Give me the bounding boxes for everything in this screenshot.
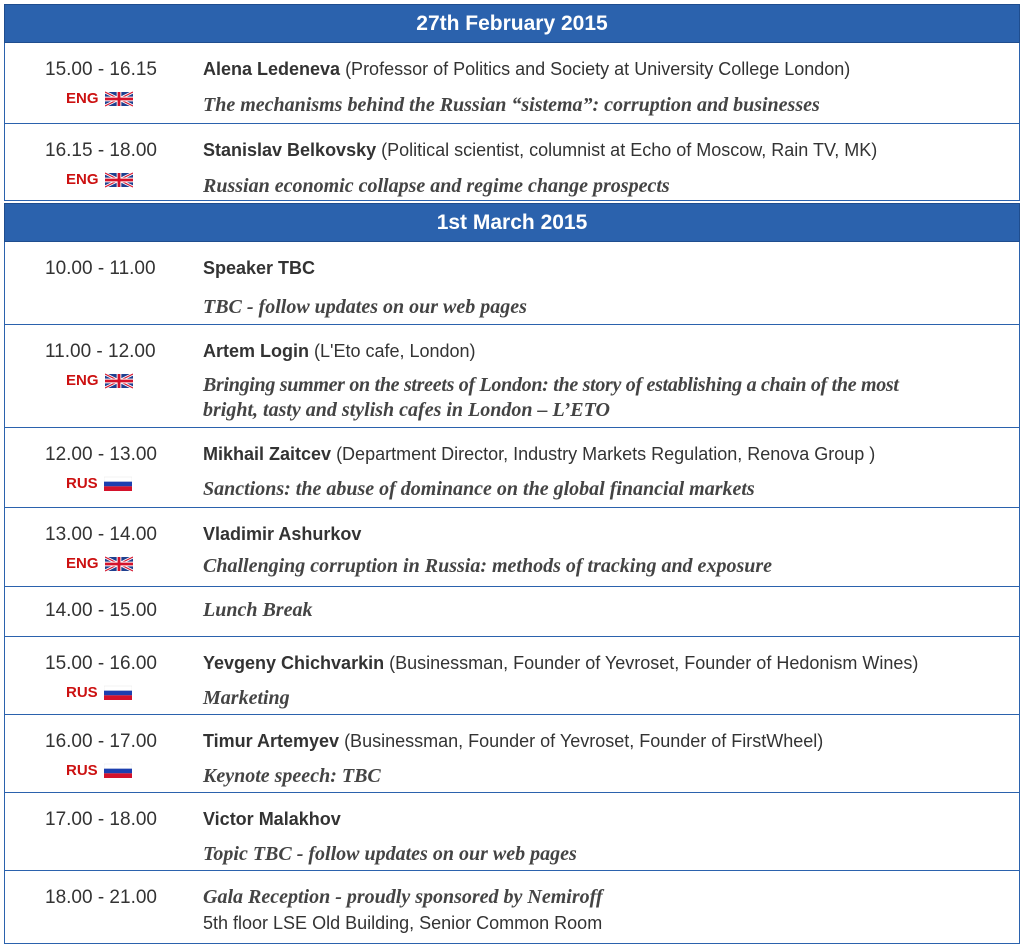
session-time: 18.00 - 21.00 xyxy=(45,887,157,908)
speaker-name: Mikhail Zaitcev xyxy=(203,444,332,464)
session-row xyxy=(4,793,1020,871)
language-code: ENG xyxy=(66,555,99,572)
talk-title: Sanctions: the abuse of dominance on the global financial markets xyxy=(203,478,755,500)
speaker-name: Timur Artemyev xyxy=(203,731,340,751)
day-date: 1st March 2015 xyxy=(436,210,588,234)
session-time: 17.00 - 18.00 xyxy=(45,809,157,830)
language-badge xyxy=(66,762,132,779)
session-row xyxy=(4,325,1020,428)
session-time: 16.15 - 18.00 xyxy=(45,140,157,161)
session-row xyxy=(4,242,1020,325)
talk-title: Topic TBC - follow updates on our web pages xyxy=(203,843,577,865)
language-badge xyxy=(66,372,133,389)
russia-flag-icon xyxy=(104,685,132,701)
speaker xyxy=(203,524,361,545)
session-row xyxy=(4,508,1020,587)
session-row xyxy=(4,637,1020,715)
language-badge xyxy=(66,555,133,572)
language-code: RUS xyxy=(66,475,98,492)
speaker-name: Stanislav Belkovsky xyxy=(203,140,377,160)
session-time: 14.00 - 15.00 xyxy=(45,600,157,621)
session-row xyxy=(4,715,1020,793)
event-title: Gala Reception - proudly sponsored by Nemiroff xyxy=(203,886,603,908)
speaker-name: Vladimir Ashurkov xyxy=(203,524,362,544)
session-row xyxy=(4,124,1020,201)
session-row xyxy=(4,428,1020,508)
talk-title-line-2: bright, tasty and stylish cafes in London – L’ETO xyxy=(203,399,610,421)
speaker-affiliation: (Political scientist, columnist at Echo of Moscow, Rain TV, MK) xyxy=(376,140,878,160)
language-code: ENG xyxy=(66,90,99,107)
speaker-name: Alena Ledeneva xyxy=(203,59,341,79)
russia-flag-icon xyxy=(104,476,132,492)
speaker-name: Victor Malakhov xyxy=(203,809,341,829)
session-time: 16.00 - 17.00 xyxy=(45,731,157,752)
speaker xyxy=(203,140,877,161)
speaker xyxy=(203,444,875,465)
language-code: ENG xyxy=(66,171,99,188)
speaker xyxy=(203,59,850,80)
language-badge xyxy=(66,90,133,107)
speaker xyxy=(203,258,315,279)
talk-title-line-1: Bringing summer on the streets of London: the story of establishing a chain of the most xyxy=(203,374,899,396)
talk-title: The mechanisms behind the Russian “sistema”: corruption and businesses xyxy=(203,94,820,116)
talk-title: Marketing xyxy=(203,687,290,709)
speaker xyxy=(203,341,476,362)
event-location: 5th floor LSE Old Building, Senior Common Room xyxy=(203,913,603,933)
uk-flag-icon xyxy=(105,556,133,572)
session-row xyxy=(4,587,1020,637)
speaker-name: Yevgeny Chichvarkin xyxy=(203,653,385,673)
uk-flag-icon xyxy=(105,172,133,188)
day-header xyxy=(4,203,1020,242)
session-time: 10.00 - 11.00 xyxy=(45,258,156,279)
uk-flag-icon xyxy=(105,91,133,107)
session-time: 11.00 - 12.00 xyxy=(45,341,156,362)
session-row xyxy=(4,871,1020,944)
speaker-affiliation: (Professor of Politics and Society at University College London) xyxy=(340,59,851,79)
russia-flag-icon xyxy=(104,763,132,779)
session-time: 15.00 - 16.15 xyxy=(45,59,157,80)
speaker-affiliation: (Businessman, Founder of Yevroset, Founder of FirstWheel) xyxy=(339,731,824,751)
language-badge xyxy=(66,475,132,492)
speaker xyxy=(203,809,341,830)
speaker xyxy=(203,653,918,674)
uk-flag-icon xyxy=(105,373,133,389)
break-title: Lunch Break xyxy=(203,599,313,621)
speaker-name: Artem Login xyxy=(203,341,309,361)
day-header xyxy=(4,4,1020,43)
talk-title: Keynote speech: TBC xyxy=(203,765,381,787)
language-badge xyxy=(66,684,132,701)
language-code: RUS xyxy=(66,762,98,779)
language-code: RUS xyxy=(66,684,98,701)
speaker xyxy=(203,731,823,752)
session-row xyxy=(4,43,1020,124)
talk-title: Challenging corruption in Russia: methods of tracking and exposure xyxy=(203,555,773,577)
talk-title: TBC - follow updates on our web pages xyxy=(203,296,527,318)
day-date: 27th February 2015 xyxy=(416,11,608,35)
session-time: 15.00 - 16.00 xyxy=(45,653,157,674)
language-badge xyxy=(66,171,133,188)
session-time: 13.00 - 14.00 xyxy=(45,524,157,545)
session-time: 12.00 - 13.00 xyxy=(45,444,157,465)
speaker-affiliation: (L'Eto cafe, London) xyxy=(309,341,476,361)
speaker-affiliation: (Businessman, Founder of Yevroset, Founder of Hedonism Wines) xyxy=(384,653,919,673)
speaker-name: Speaker TBC xyxy=(203,258,316,278)
language-code: ENG xyxy=(66,372,99,389)
speaker-affiliation: (Department Director, Industry Markets Regulation, Renova Group ) xyxy=(331,444,876,464)
talk-title: Russian economic collapse and regime change prospects xyxy=(203,175,670,197)
